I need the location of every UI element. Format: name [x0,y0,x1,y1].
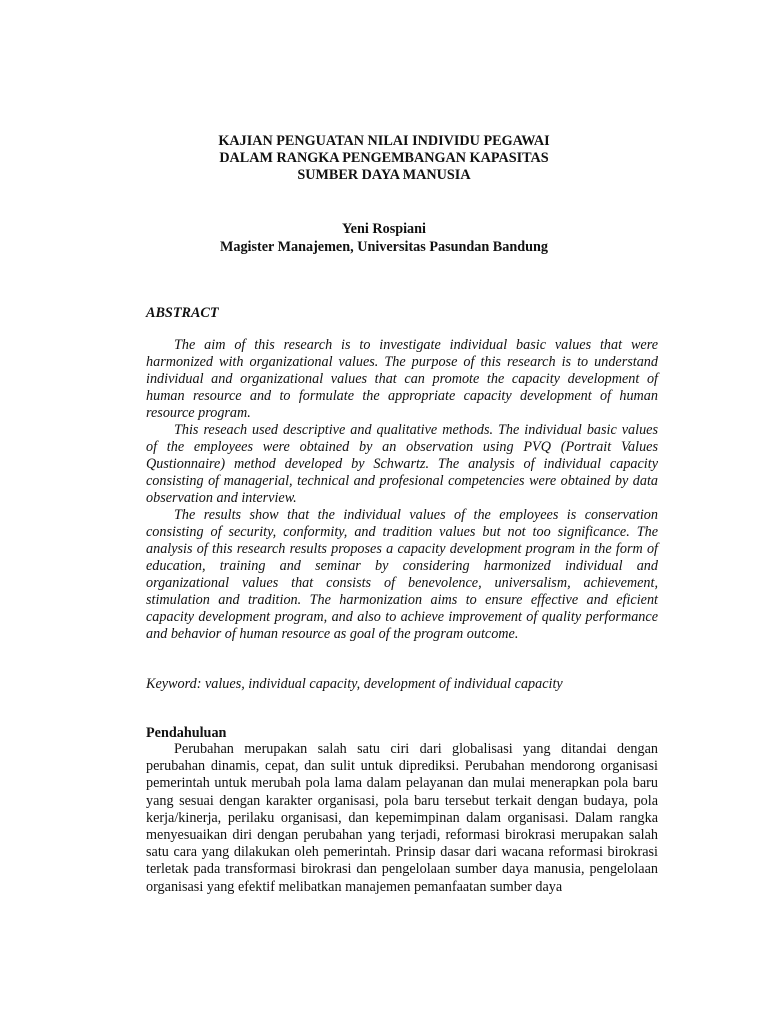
abstract-body [146,337,658,643]
title-line-2: DALAM RANGKA PENGEMBANGAN KAPASITAS [219,150,549,166]
abstract-paragraph: This reseach used descriptive and qualitative methods. The individual basic values of the employees were obtained by an observation using PVQ (Portrait Values Qustionnaire) method developed by Schwartz. The analysis of individual capacity consisting of managerial, technical and profesional competencies were obtained by data observation and interview. [146,422,658,506]
keywords: Keyword: values, individual capacity, development of individual capacity [146,676,563,692]
introduction-body [146,741,658,896]
author-name: Yeni Rospiani [342,221,426,237]
abstract-paragraph: The aim of this research is to investigate individual basic values that were harmonized with organizational values. The purpose of this research is to understand individual and organizational values that can promote the capacity development of human resource and to formulate the appropriate capacity development of human resource program. [146,337,658,421]
author-affiliation: Magister Manajemen, Universitas Pasundan Bandung [219,238,549,255]
title-line-1: KAJIAN PENGUATAN NILAI INDIVIDU PEGAWAI [218,133,550,149]
author-block [0,221,768,256]
introduction-paragraph: Perubahan merupakan salah satu ciri dari globalisasi yang ditandai dengan perubahan dinamis, cepat, dan sulit untuk diprediksi. Perubahan mendorong organisasi pemerintah untuk merubah pola lama dalam pelayanan dan mulai menerapkan pola baru yang sesuai dengan karakter organisasi, pola baru tersebut terkait dengan budaya, pola kerja/kinerja, perilaku organisasi, dan kepemimpinan dalam organisasi. Dalam rangka menyesuaikan diri dengan perubahan yang terjadi, reformasi birokrasi merupakan salah satu cara yang dilakukan oleh pemerintah. Prinsip dasar dari wacana reformasi birokrasi terletak pada transformasi birokrasi dan pengelolaan sumber daya manusia, pengelolaan organisasi yang efektif melibatkan manajemen pemanfaatan sumber daya [146,741,658,895]
abstract-paragraph: The results show that the individual values of the employees is conservation consisting of security, conformity, and tradition values but not too significance. The analysis of this research results proposes a capacity development program in the form of education, training and seminar by considering harmonized individual and organizational values that consists of benevolence, universalism, achievement, stimulation and tradition. The harmonization aims to ensure effective and eficient capacity development program, and also to achieve improvement of quality performance and behavior of human resource as goal of the program outcome. [146,507,658,642]
abstract-heading: ABSTRACT [146,305,219,321]
paper-title [0,133,768,184]
title-line-3: SUMBER DAYA MANUSIA [297,167,471,183]
section-heading-pendahuluan: Pendahuluan [146,725,227,741]
